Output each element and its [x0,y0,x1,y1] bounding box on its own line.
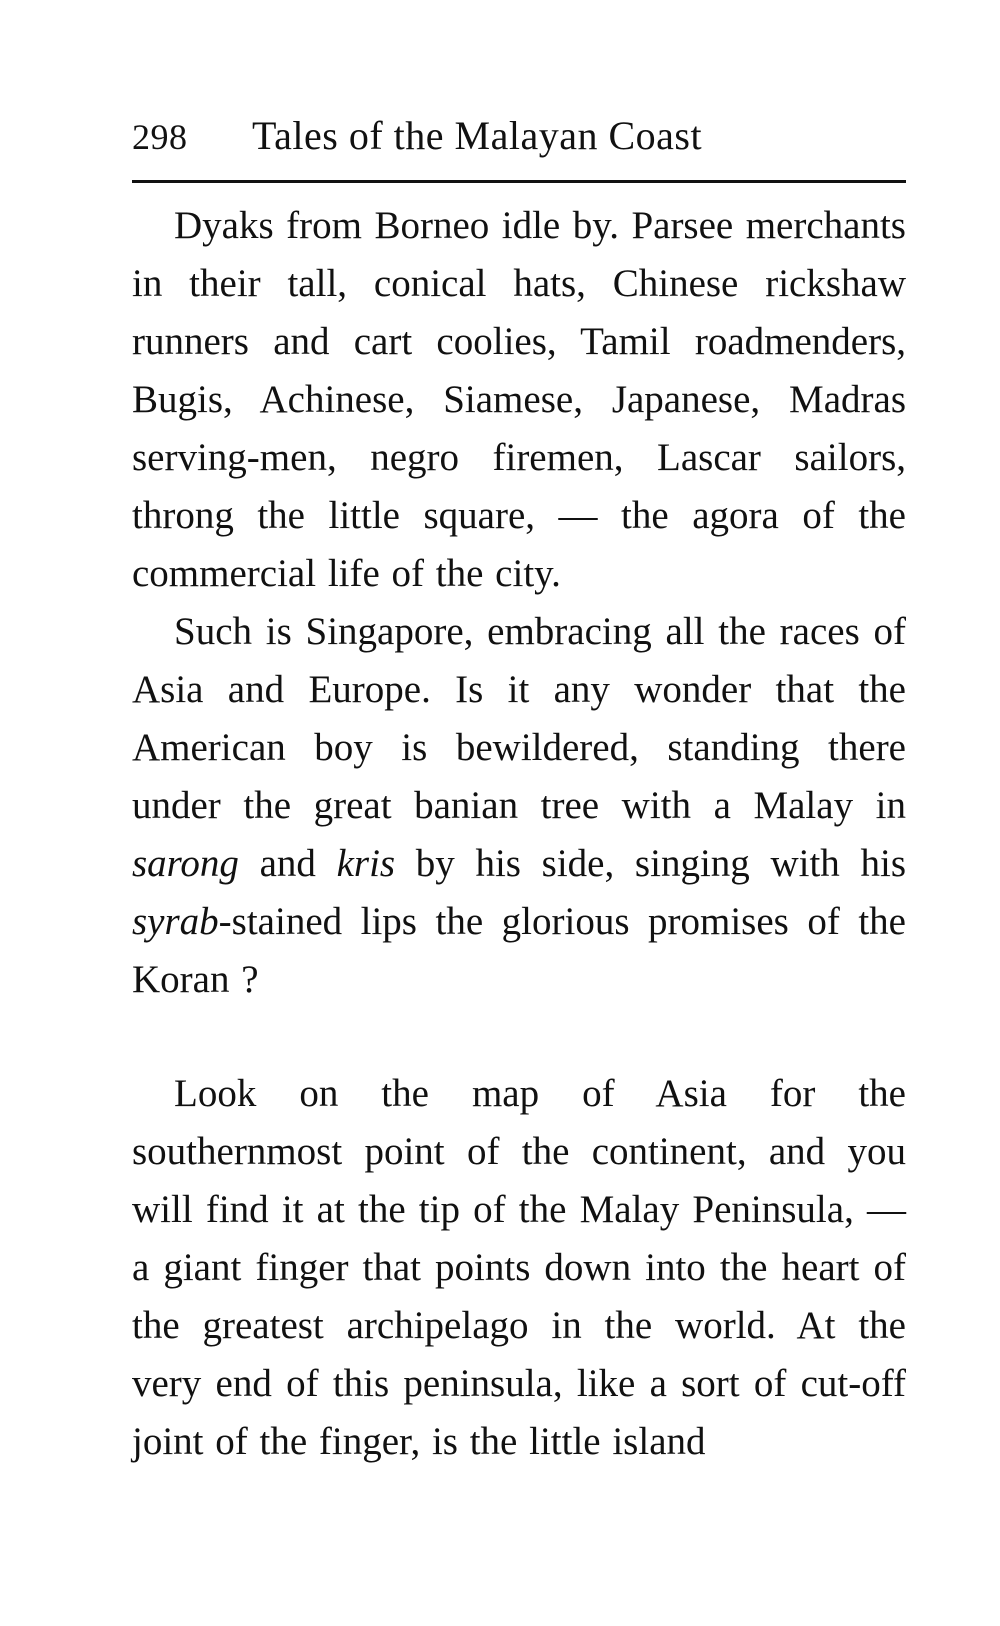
running-title: Tales of the Malayan Coast [252,113,703,158]
running-head [132,100,906,172]
section-break [132,1009,906,1065]
paragraph-1: Dyaks from Borneo idle by. Parsee merchants in their tall, conical hats, Chinese rickshaw runners and cart coolies, Tamil roadmenders, Bugis, Achinese, Siamese, Japanese, Madras serving-men, negro firemen, Lascar sailors, throng the little square, — the agora of the commercial life of the city. [132,204,906,595]
italic-word-syrab: syrab [132,900,219,943]
paragraph-2-text-2: and [238,842,337,885]
paragraph-2-text-4: -stained lips the glorious promises of the Koran ? [132,900,906,1001]
paragraph-3: Look on the map of Asia for the southernmost point of the continent, and you will find it at the tip of the Malay Peninsula, — a giant finger that points down into the heart of the greatest archipelago in the world. At the very end of this peninsula, like a sort of cut-off joint of the finger, is the little island [132,1072,906,1463]
italic-word-kris: kris [336,842,396,885]
page-number: 298 [132,117,188,157]
book-page [132,100,906,1471]
italic-word-sarong: sarong [132,842,239,885]
header-rule [132,180,906,183]
paragraph-2 [132,603,906,1009]
paragraph-2-text-3: by his side, singing with his [395,842,906,885]
paragraph-2-text-1: Such is Singapore, embracing all the races of Asia and Europe. Is it any wonder that the American boy is bewildered, standing there under the great banian tree with a Malay in [132,610,906,827]
